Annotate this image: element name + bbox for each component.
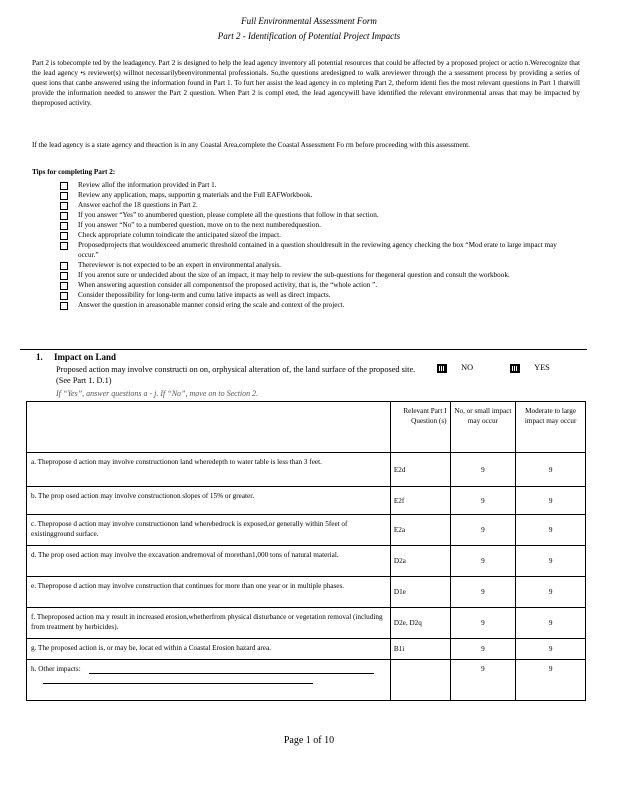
table-row — [27, 660, 586, 701]
moderate-impact-checkbox[interactable]: 9 — [516, 515, 586, 546]
section-1-number: 1. — [36, 352, 43, 362]
table-row — [27, 546, 586, 577]
tip-item: Answer eachof the 18 questions in Part 2. — [60, 200, 570, 210]
checkbox-bullet-icon — [60, 222, 68, 230]
small-impact-checkbox[interactable]: 9 — [450, 515, 516, 546]
other-impacts-line-2[interactable] — [43, 683, 313, 684]
question-f: f. Theproposed action ma y result in increased erosion,whetherfrom physical disturbance or vegetation removal (including from treatment by herbicides). — [27, 608, 391, 639]
part-title: Part 2 - Identification of Potential Project Impacts — [217, 31, 401, 41]
question-e: e. Thepropose d action may involve construction that continues for more than one year or in multiple phases. — [27, 577, 391, 608]
tip-item: Answer the question in areasonable manner consid ering the scale and context of the project. — [60, 300, 570, 310]
question-h — [27, 660, 391, 701]
moderate-impact-checkbox[interactable]: 9 — [516, 639, 586, 660]
tip-item: Consider thepossibility for long-term and cumu lative impacts as well as direct impacts. — [60, 290, 570, 300]
tip-item: When answering aquestion consider all componentsof the proposed activity, that is, the “whole action ”. — [60, 280, 570, 290]
col-moderate-impact-header: Moderate to large impact may occur — [516, 402, 586, 453]
tip-item: Proposedprojects that wouldexceed anumeric threshold contained in a question shouldresult in the reviewing agency checking the box “Mod erate to large impact may occur.” — [60, 240, 570, 260]
other-impacts-label: h. Other impacts: — [31, 665, 81, 673]
table-row — [27, 487, 586, 515]
relevant-ref: D1e — [390, 577, 450, 608]
table-header-row — [27, 402, 586, 453]
tip-item: Review any application, maps, supportin g materials and the Full EAFWorkbook. — [60, 190, 570, 200]
checkbox-bullet-icon — [60, 212, 68, 220]
tips-title: Tips for completing Part 2: — [32, 168, 116, 176]
small-impact-checkbox[interactable]: 9 — [450, 453, 516, 487]
tip-item: If you answer “Yes” to anumbered question, please complete all the questions that follow in that section. — [60, 210, 570, 220]
question-b: b. The prop osed action may involve constructionon slopes of 15% or greater. — [27, 487, 391, 515]
table-row — [27, 453, 586, 487]
table-row — [27, 577, 586, 608]
table-row — [27, 515, 586, 546]
coastal-paragraph: If the lead agency is a state agency and theaction is in any Coastal Area,complete the Coastal Assessment Fo rm before proceeding with this assessment. — [32, 141, 470, 149]
tip-item: Thereviewer is not expected to be an expert in environmental analysis. — [60, 260, 570, 270]
yes-option[interactable] — [510, 363, 550, 373]
tip-item: If you arenot sure or undecided about the size of an impact, it may help to review the sub-questions for thegeneral question and consult the workbook. — [60, 270, 570, 280]
table-row — [27, 608, 586, 639]
checkbox-bullet-icon — [60, 182, 68, 190]
section-1-title: Impact on Land — [54, 352, 117, 362]
moderate-impact-checkbox[interactable]: 9 — [516, 487, 586, 515]
relevant-ref: D2a — [390, 546, 450, 577]
moderate-impact-checkbox[interactable]: 9 — [516, 608, 586, 639]
tip-item: If you answer “No” to a numbered question, move on to the next numberedquestion. — [60, 220, 570, 230]
relevant-ref — [390, 660, 450, 701]
section-1-instruction: If “Yes”, answer questions a - j. If “No”, move on to Section 2. — [56, 389, 259, 398]
checkbox-bullet-icon — [60, 192, 68, 200]
checkbox-bullet-icon — [60, 282, 68, 290]
table-row — [27, 639, 586, 660]
small-impact-checkbox[interactable]: 9 — [450, 577, 516, 608]
intro-paragraph: Part 2 is tobecomple ted by the leadagency. Part 2 is designed to help the lead agency inventory all potential resources that could be affected by a proposed project or actio n.Werecognize that the lead agency •s reviewer(s) willnot necessarilybeenvironmental professionals. So,the questions aredesigned to walk areviewer through the a ssessment process by providing a series of quest ions that canbe answered using the information found in Part 1. To furt her assist the lead agency in co mpleting Part 2, theform identi fies the most relevant questions in Part 1 thatwill provide the information needed to answer the Part 2 question. When Part 2 is compl eted, the lead agencywill have identified the relevant environmental areas that may be impacted by theproposed activity. — [32, 59, 580, 107]
moderate-impact-checkbox[interactable]: 9 — [516, 577, 586, 608]
relevant-ref: D2e, D2q — [390, 608, 450, 639]
small-impact-checkbox[interactable]: 9 — [450, 660, 516, 701]
checkbox-bullet-icon — [60, 242, 68, 250]
impact-table — [26, 401, 586, 701]
small-impact-checkbox[interactable]: 9 — [450, 608, 516, 639]
other-impacts-line-1[interactable] — [89, 673, 374, 674]
question-d: d. The prop osed action may involve the excavation andremoval of morethan1,000 tons of natural material. — [27, 546, 391, 577]
tip-item: Check appropriate column toindicate the anticipated sizeof the impact. — [60, 230, 570, 240]
yes-label: YES — [534, 363, 550, 372]
relevant-ref: E2d — [390, 453, 450, 487]
no-checkbox-icon[interactable] — [437, 364, 447, 373]
checkbox-bullet-icon — [60, 202, 68, 210]
checkbox-bullet-icon — [60, 272, 68, 280]
question-g: g. The proposed action is, or may be, locat ed within a Coastal Erosion hazard area. — [27, 639, 391, 660]
small-impact-checkbox[interactable]: 9 — [450, 546, 516, 577]
relevant-ref: B1i — [390, 639, 450, 660]
moderate-impact-checkbox[interactable]: 9 — [516, 546, 586, 577]
yes-checkbox-icon[interactable] — [510, 364, 520, 373]
no-label: NO — [461, 363, 474, 372]
page-number: Page 1 of 10 — [283, 735, 335, 746]
checkbox-bullet-icon — [60, 262, 68, 270]
question-a: a. Thepropose d action may involve constructionon land wheredepth to water table is less than 3 feet. — [27, 453, 391, 487]
checkbox-bullet-icon — [60, 232, 68, 240]
no-option[interactable] — [437, 363, 473, 373]
moderate-impact-checkbox[interactable]: 9 — [516, 453, 586, 487]
form-title: Full Environmental Assessment Form — [241, 16, 377, 26]
relevant-ref: E2f — [390, 487, 450, 515]
col-relevant-header: Relevant Part I Question (s) — [390, 402, 450, 453]
tip-item: Review allof the information provided in Part 1. — [60, 180, 570, 190]
small-impact-checkbox[interactable]: 9 — [450, 487, 516, 515]
question-c: c. Thepropose d action may involve constructionon land wherebedrock is exposed,or generally within 5feet of existingground surface. — [27, 515, 391, 546]
small-impact-checkbox[interactable]: 9 — [450, 639, 516, 660]
checkbox-bullet-icon — [60, 292, 68, 300]
tips-list — [60, 180, 570, 310]
section-1-question: Proposed action may involve constructi on on, orphysical alteration of, the land surface of the proposed site. (See Part 1. D.1) — [56, 365, 416, 385]
moderate-impact-checkbox[interactable]: 9 — [516, 660, 586, 701]
checkbox-bullet-icon — [60, 302, 68, 310]
col-small-impact-header: No, or small impact may occur — [450, 402, 516, 453]
relevant-ref: E2a — [390, 515, 450, 546]
